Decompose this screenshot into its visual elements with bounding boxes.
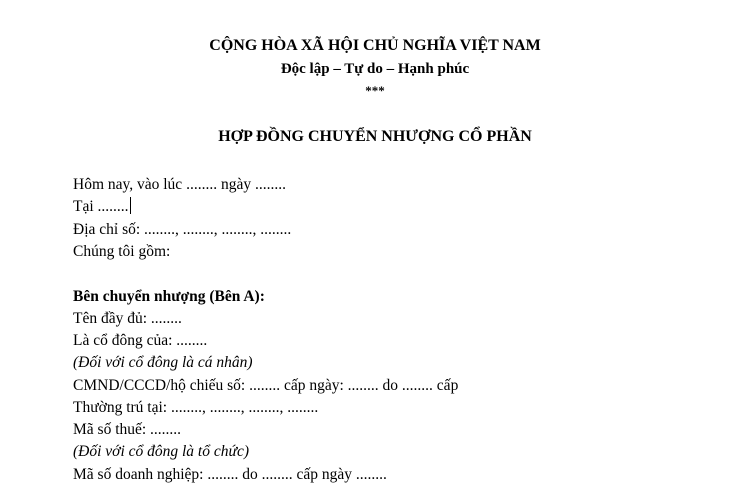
intro-parties-line[interactable]: Chúng tôi gồm: (73, 243, 171, 260)
intro-date-line[interactable]: Hôm nay, vào lúc ........ ngày ........ (73, 176, 286, 193)
document-title: HỢP ĐỒNG CHUYỂN NHƯỢNG CỔ PHẦN (218, 128, 532, 145)
national-title: CỘNG HÒA XÃ HỘI CHỦ NGHĨA VIỆT NAM (209, 37, 541, 54)
party-a-enterprise-code[interactable]: Mã số doanh nghiệp: ........ do ........ cấp ngày ........ (73, 466, 387, 483)
header-separator: *** (365, 83, 385, 98)
national-motto: Độc lập – Tự do – Hạnh phúc (280, 61, 470, 77)
party-a-tax-code[interactable]: Mã số thuế: ........ (73, 421, 182, 438)
party-a-id-info[interactable]: CMND/CCCD/hộ chiếu số: ........ cấp ngày: ........ do ........ cấp (73, 377, 459, 394)
intro-place-line[interactable] (73, 197, 131, 217)
intro-place-text: Tại ........ (73, 198, 129, 215)
party-a-individual-note[interactable]: (Đối với cổ đông là cá nhân) (73, 354, 253, 371)
party-a-full-name[interactable]: Tên đầy đủ: ........ (73, 310, 182, 327)
intro-address-line[interactable]: Địa chỉ số: ........, ........, ........, ........ (73, 221, 292, 238)
party-a-residence[interactable]: Thường trú tại: ........, ........, ........, ........ (73, 399, 319, 416)
party-a-heading[interactable]: Bên chuyển nhượng (Bên A): (73, 288, 265, 305)
text-cursor (130, 197, 131, 214)
party-a-organization-note[interactable]: (Đối với cổ đông là tổ chức) (73, 443, 249, 460)
party-a-shareholder-of[interactable]: Là cổ đông của: ........ (73, 332, 208, 349)
